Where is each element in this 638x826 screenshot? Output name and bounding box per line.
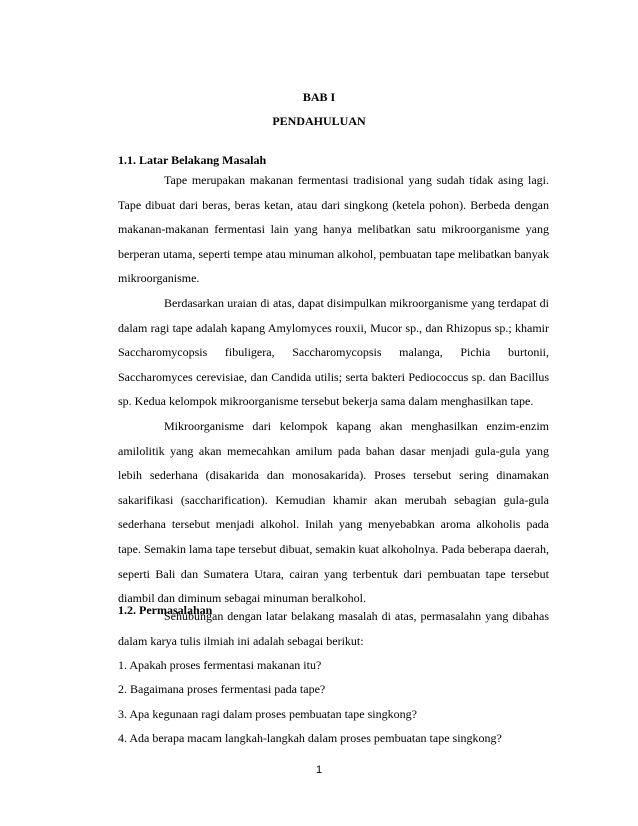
paragraph: Berdasarkan uraian di atas, dapat disimpulkan mikroorganisme yang terdapat di dalam ragi tape adalah kapang Amylomyces rouxii, Mucor sp., dan Rhizopus sp.; khamir Saccharomycopsis fibuligera, Saccharomycopsis malanga, Pichia burtonii, Saccharomyces cerevisiae, dan Candida utilis; serta bakteri Pediococcus sp. dan Bacillus sp. Kedua kelompok mikroorganisme tersebut bekerja sama dalam menghasilkan tape. <box>118 296 549 409</box>
chapter-label: BAB I <box>302 90 336 104</box>
page-number: 1 <box>315 764 323 776</box>
paragraph: Mikroorganisme dari kelompok kapang akan menghasilkan enzim-enzim amilolitik yang akan memecahkan amilum pada bahan dasar menjadi gula-gula yang lebih sederhana (disakarida dan monosakarida). Proses tersebut sering dinamakan sakarifikasi (saccharification). Kemudian khamir akan merubah sebagian gula-gula sederhana tersebut menjadi alkohol. Inilah yang menyebabkan aroma alkoholis pada tape. Semakin lama tape tersebut dibuat, semakin kuat alkoholnya. Pada beberapa daerah, seperti Bali dan Sumatera Utara, cairan yang terbentuk dari pembuatan tape tersebut diambil dan diminum sebagai minuman beralkohol. <box>118 419 549 606</box>
list-item: 3. Apa kegunaan ragi dalam proses pembuatan tape singkong? <box>118 707 417 721</box>
section-heading-latar-belakang: 1.1. Latar Belakang Masalah <box>118 153 267 167</box>
paragraph: Sehubungan dengan latar belakang masalah di atas, permasalahn yang dibahas dalam karya tulis ilmiah ini adalah sebagai berikut: <box>118 609 549 648</box>
list-item: 2. Bagaimana proses fermentasi pada tape? <box>118 682 326 696</box>
list-item: 4. Ada berapa macam langkah-langkah dalam proses pembuatan tape singkong? <box>118 731 502 745</box>
section-heading-permasalahan: 1.2. Permasalahan <box>118 603 213 617</box>
list-item: 1. Apakah proses fermentasi makanan itu? <box>118 658 322 672</box>
paragraph: Tape merupakan makanan fermentasi tradisional yang sudah tidak asing lagi. Tape dibuat dari beras, beras ketan, atau dari singkong (ketela pohon). Berbeda dengan makanan-makanan fermentasi lain yang hanya melibatkan satu mikroorganisme yang berperan utama, seperti tempe atau minuman alkohol, pembuatan tape melibatkan banyak mikroorganisme. <box>118 173 549 286</box>
chapter-title: PENDAHULUAN <box>272 114 366 128</box>
